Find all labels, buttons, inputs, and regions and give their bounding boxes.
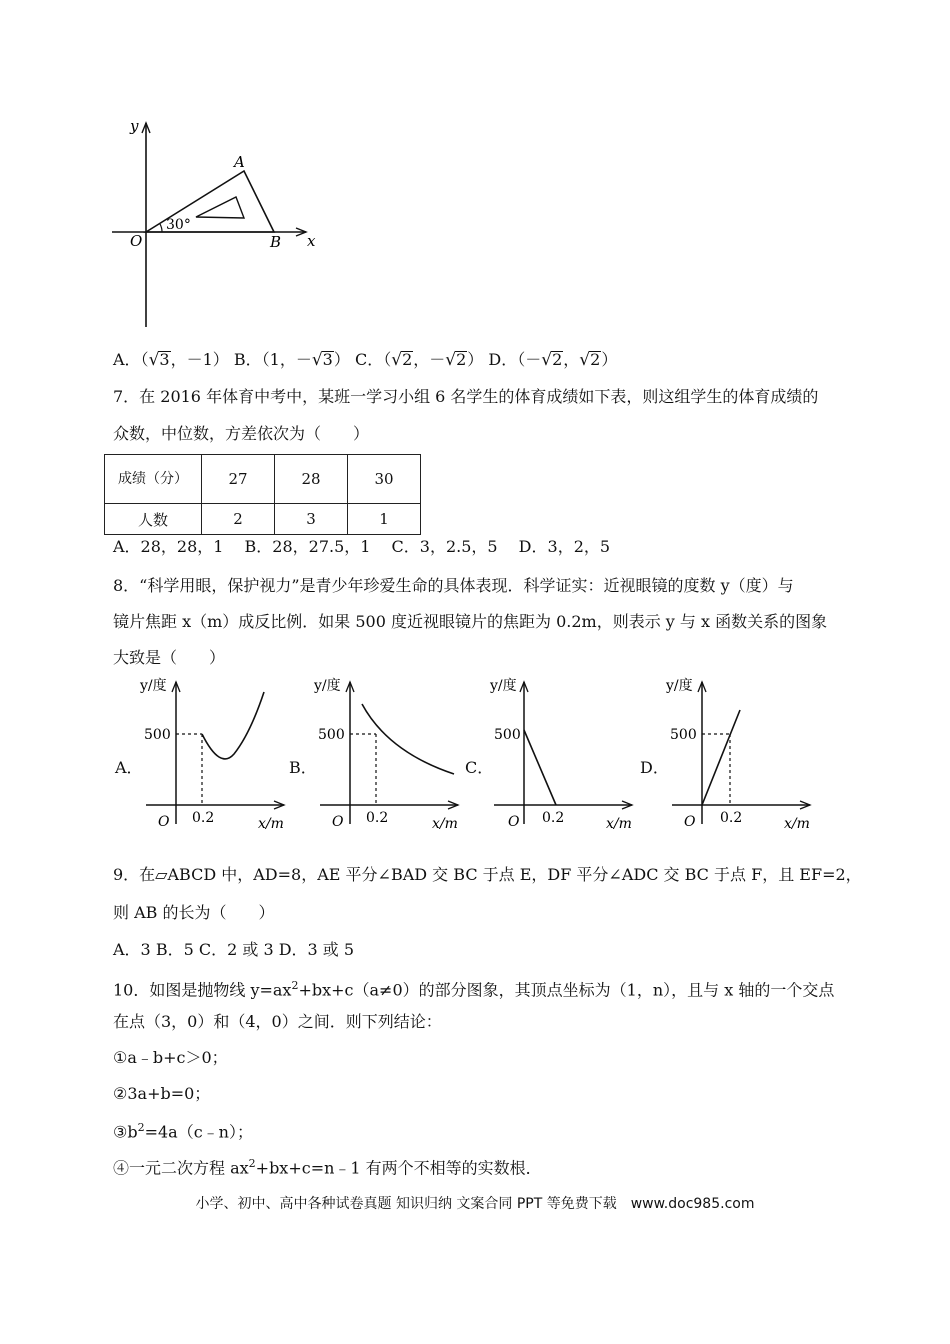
q6-option-b-text: B．（1，－: [233, 350, 312, 369]
q6-option-d-text: D．（－: [488, 350, 542, 369]
q9-line1: 9．在▱ABCD 中，AD=8，AE 平分∠BAD 交 BC 于点 E，DF 平分∠ADC 交 BC 于点 F，且 EF=2，: [113, 865, 862, 884]
q6-option-a-text: A．（: [113, 350, 149, 369]
table-cell: 2: [202, 504, 275, 535]
graph-d-xlabel: x/m: [784, 816, 810, 832]
graph-d-xtick: 0.2: [720, 810, 743, 826]
q10-c4-post: +bx+c=n﹣1 有两个不相等的实数根．: [255, 1158, 542, 1178]
q10-conclusion-4: [113, 1154, 542, 1178]
q8-option-a-label: A．: [115, 758, 143, 777]
q10-line1: [113, 976, 834, 1000]
q6-options: [113, 350, 617, 370]
q6-option-d-radicand1: 2: [552, 350, 563, 369]
q6-option-c-text: C．（: [354, 350, 392, 369]
graph-b-ytick: 500: [318, 727, 345, 743]
q10-line1-post: +bx+c（a≠0）的部分图象，其顶点坐标为（1，n），且与 x 轴的一个交点: [298, 980, 835, 1000]
q10-c4-sup: 2: [248, 1157, 256, 1170]
sqrt-sign: √: [148, 350, 160, 370]
q6-option-b-tail: ）: [333, 350, 350, 369]
graph-d-origin: O: [684, 814, 696, 830]
q6-option-d-mid: ，: [563, 350, 580, 369]
q6-option-a-radicand: 3: [159, 350, 170, 369]
table-cell: 28: [275, 455, 348, 504]
table-cell: 1: [348, 504, 421, 535]
q6-option-d-tail: ）: [601, 350, 618, 369]
q8-line2: 镜片焦距 x（m）成反比例．如果 500 度近视眼镜片的焦距为 0.2m，则表示 y 与 x 函数关系的图象: [113, 612, 828, 631]
graph-a-ylabel: y/度: [140, 678, 167, 694]
q10-c3-sup: 2: [137, 1121, 145, 1134]
q10-c3-post: =4a（c﹣n）；: [144, 1122, 253, 1142]
fig6-y-label: y: [130, 117, 139, 135]
q6-option-c-radicand1: 2: [402, 350, 413, 369]
table-row: [105, 504, 421, 535]
q8-graph-a: [138, 674, 288, 834]
graph-b-xlabel: x/m: [432, 816, 458, 832]
graph-a-xlabel: x/m: [258, 816, 284, 832]
sqrt-sign: √: [541, 350, 553, 370]
q10-conclusion-2: ②3a+b=0；: [113, 1084, 211, 1103]
graph-c-xtick: 0.2: [542, 810, 565, 826]
q8-option-d-label: D．: [640, 758, 669, 777]
q10-c3-pre: ③b: [113, 1122, 138, 1142]
q8-graph-b: [312, 674, 462, 834]
fig6-b-label: B: [270, 233, 282, 251]
q8-line1: 8．“科学用眼，保护视力”是青少年珍爱生命的具体表现．科学证实：近视眼镜的度数 y（度）与: [113, 576, 794, 595]
q10-line1-sup: 2: [291, 979, 299, 992]
table-cell: 人数: [105, 504, 202, 535]
q6-option-b-radicand: 3: [322, 350, 333, 369]
graph-b-ylabel: y/度: [314, 678, 341, 694]
q6-option-a-tail: ，－1）: [170, 350, 229, 369]
page-footer: 小学、初中、高中各种试卷真题 知识归纳 文案合同 PPT 等免费下载 www.doc985.com: [195, 1196, 755, 1212]
q7-line1: 7．在 2016 年体育中考中，某班一学习小组 6 名学生的体育成绩如下表，则这组学生的体育成绩的: [113, 387, 819, 406]
graph-c-ylabel: y/度: [490, 678, 517, 694]
fig6-angle-label: 30°: [166, 217, 191, 233]
q7-score-table: [104, 454, 421, 535]
q10-line2: 在点（3，0）和（4，0）之间．则下列结论：: [113, 1012, 442, 1031]
q9-options: A．3 B．5 C．2 或 3 D．3 或 5: [113, 940, 355, 959]
graph-c-ytick: 500: [494, 727, 521, 743]
q10-c4-pre: ④一元二次方程 ax: [113, 1158, 249, 1178]
q8-option-b-label: B．: [289, 758, 317, 777]
table-cell: 27: [202, 455, 275, 504]
graph-b-origin: O: [332, 814, 344, 830]
sqrt-sign: √: [391, 350, 403, 370]
graph-c-origin: O: [508, 814, 520, 830]
q6-option-c-mid: ，－: [413, 350, 446, 369]
q10-conclusion-3: [113, 1118, 253, 1142]
sqrt-sign: √: [311, 350, 323, 370]
sqrt-sign: √: [445, 350, 457, 370]
q6-option-d-radicand2: 2: [590, 350, 601, 369]
q6-option-c-radicand2: 2: [456, 350, 467, 369]
graph-a-ytick: 500: [144, 727, 171, 743]
q7-line2: 众数，中位数，方差依次为（ ）: [113, 424, 370, 443]
q8-option-c-label: C．: [465, 758, 494, 777]
graph-c-xlabel: x/m: [606, 816, 632, 832]
table-cell: 3: [275, 504, 348, 535]
q6-option-c-tail: ）: [467, 350, 484, 369]
table-cell: 30: [348, 455, 421, 504]
q8-graph-d: [664, 674, 814, 834]
fig6-o-label: O: [130, 232, 143, 250]
graph-b-xtick: 0.2: [366, 810, 389, 826]
q8-line3: 大致是（ ）: [113, 648, 226, 667]
graph-a-xtick: 0.2: [192, 810, 215, 826]
q9-line2: 则 AB 的长为（ ）: [113, 903, 275, 922]
q7-options: A．28，28，1 B．28，27.5，1 C．3，2.5，5 D．3，2，5: [113, 537, 611, 556]
q10-conclusion-1: ①a﹣b+c＞0；: [113, 1048, 228, 1067]
fig6-x-label: x: [307, 232, 316, 250]
q10-line1-pre: 10．如图是抛物线 y=ax: [113, 980, 292, 1000]
q6-figure: [108, 115, 318, 330]
graph-d-ytick: 500: [670, 727, 697, 743]
sqrt-sign: √: [579, 350, 591, 370]
fig6-a-label: A: [234, 153, 245, 171]
graph-a-origin: O: [158, 814, 170, 830]
table-row: [105, 455, 421, 504]
graph-d-ylabel: y/度: [666, 678, 693, 694]
q8-graph-c: [486, 674, 636, 834]
table-cell: 成绩（分）: [105, 455, 202, 504]
